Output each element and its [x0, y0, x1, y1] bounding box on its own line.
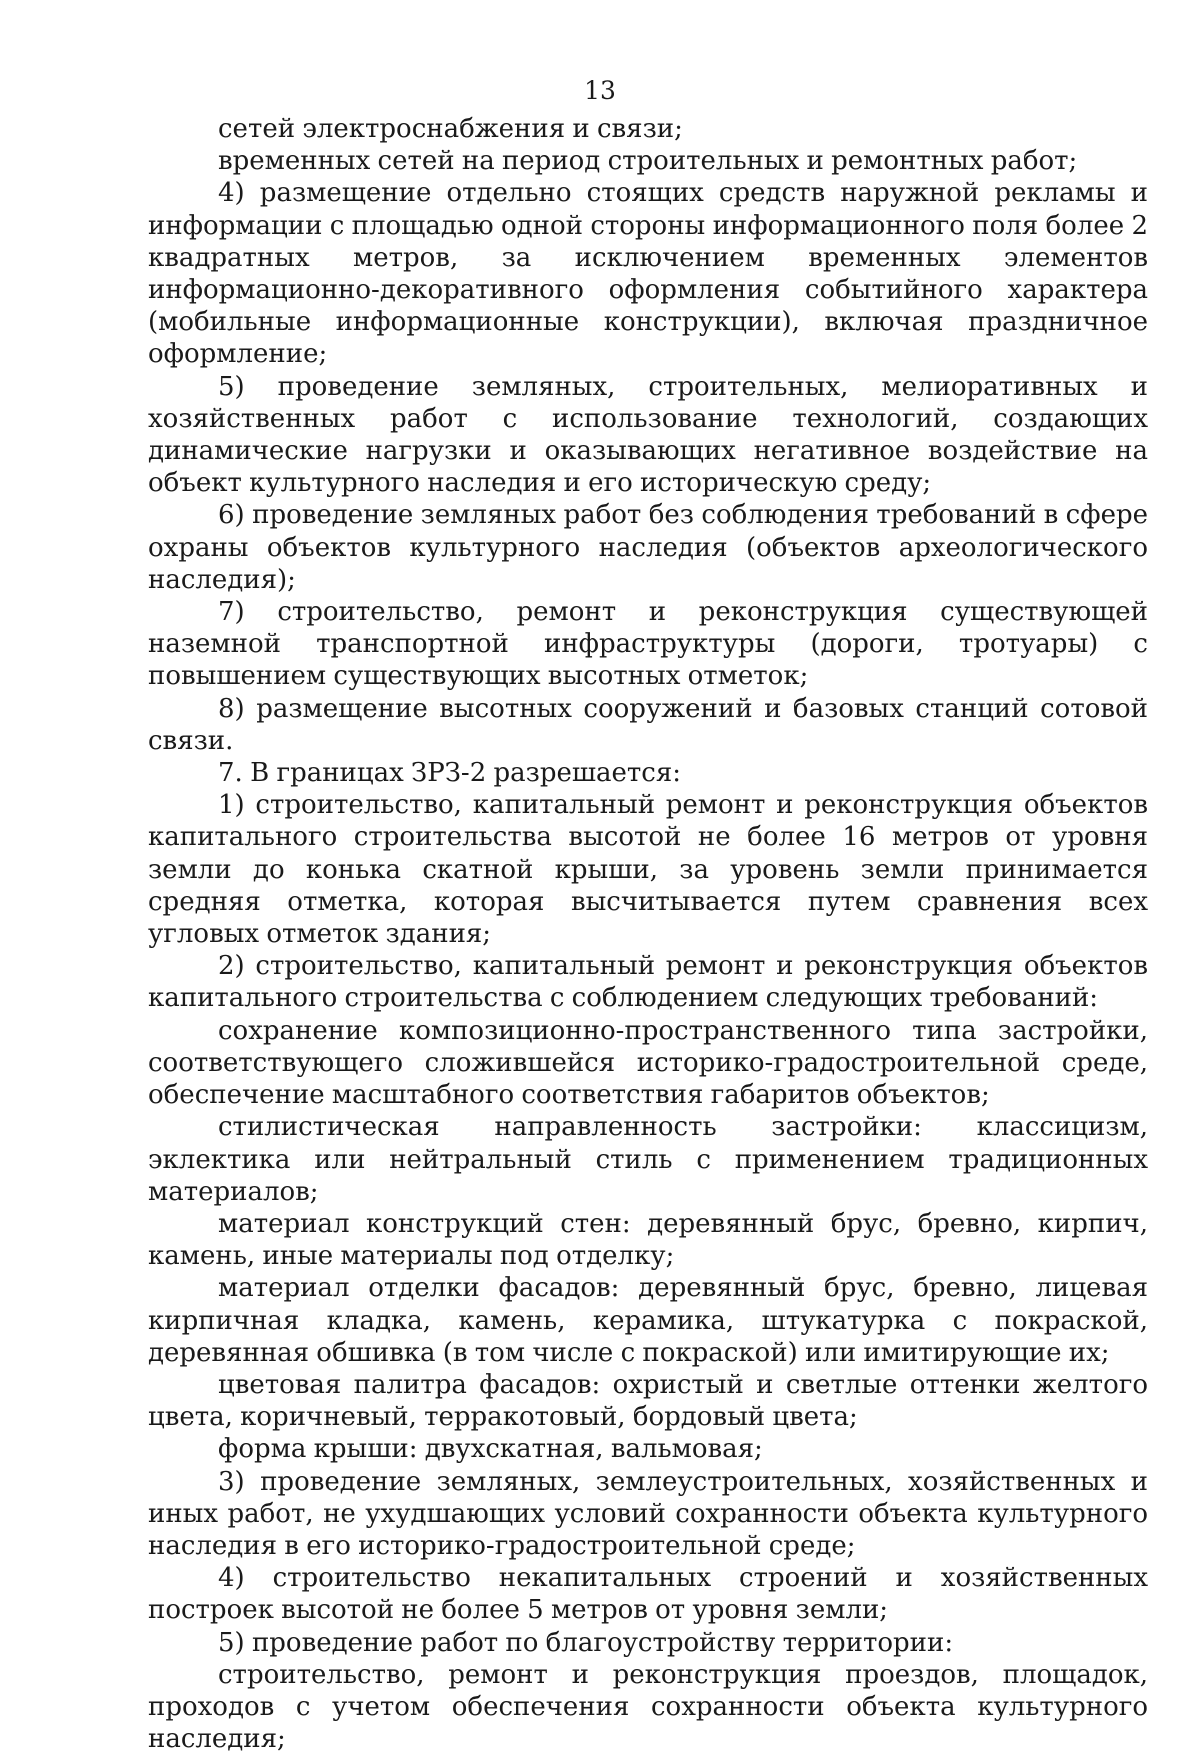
paragraph: 4) размещение отдельно стоящих средств наружной рекламы и информации с площадью одной стороны информационного поля более 2 квадратных метров, за исключением временных элементов информационно-декоративного оформления событийного характера (мобильные информационные конструкции), включая праздничное оформление;	[148, 178, 1148, 370]
paragraph: 8) размещение высотных сооружений и базовых станций сотовой связи.	[148, 693, 1148, 756]
paragraph: 5) проведение работ по благоустройству территории:	[218, 1627, 954, 1658]
paragraph: 4) строительство некапитальных строений и хозяйственных построек высотой не более 5 метров от уровня земли;	[148, 1563, 1148, 1626]
paragraph: сетей электроснабжения и связи;	[218, 114, 683, 144]
paragraph: 2) строительство, капитальный ремонт и реконструкция объектов капитального строительства с соблюдением следующих требований:	[148, 951, 1148, 1014]
section-heading: 7. В границах ЗРЗ-2 разрешается:	[218, 758, 682, 789]
paragraph: 5) проведение земляных, строительных, мелиоративных и хозяйственных работ с использование технологий, создающих динамические нагрузки и оказывающих негативное воздействие на объект культурного наследия и его историческую среду;	[148, 371, 1148, 499]
paragraph: 1) строительство, капитальный ремонт и реконструкция объектов капитального строительства высотой не более 16 метров от уровня земли до конька скатной крыши, за уровень земли принимается средняя отметка, которая высчитывается путем сравнения всех угловых отметок здания;	[148, 790, 1148, 950]
paragraph: временных сетей на период строительных и ремонтных работ;	[218, 146, 1078, 177]
paragraph: 7) строительство, ремонт и реконструкция существующей наземной транспортной инфраструктуры (дороги, тротуары) с повышением существующих высотных отметок;	[148, 597, 1148, 692]
paragraph: сохранение композиционно-пространственного типа застройки, соответствующего сложившейся историко-градостроительной среде, обеспечение масштабного соответствия габаритов объектов;	[148, 1015, 1148, 1111]
paragraph: стилистическая направленность застройки: классицизм, эклектика или нейтральный стиль с применением традиционных материалов;	[148, 1112, 1148, 1207]
page-number: 13	[584, 76, 616, 105]
paragraph: цветовая палитра фасадов: охристый и светлые оттенки желтого цвета, коричневый, терракотовый, бордовый цвета;	[148, 1369, 1148, 1433]
paragraph: форма крыши: двухскатная, вальмовая;	[218, 1434, 763, 1465]
paragraph: 6) проведение земляных работ без соблюдения требований в сфере охраны объектов культурного наследия (объектов археологического наследия);	[148, 500, 1148, 595]
document-body	[148, 113, 1148, 1755]
paragraph: 3) проведение земляных, землеустроительных, хозяйственных и иных работ, не ухудшающих условий сохранности объекта культурного наследия в его историко-градостроительной среде;	[148, 1466, 1148, 1561]
paragraph: материал отделки фасадов: деревянный брус, бревно, лицевая кирпичная кладка, камень, керамика, штукатурка с покраской, деревянная обшивка (в том числе с покраской) или имитирующие их;	[148, 1273, 1148, 1368]
paragraph: строительство, ремонт и реконструкция проездов, площадок, проходов с учетом обеспечения сохранности объекта культурного наследия;	[148, 1659, 1148, 1755]
paragraph: материал конструкций стен: деревянный брус, бревно, кирпич, камень, иные материалы под отделку;	[148, 1208, 1148, 1272]
